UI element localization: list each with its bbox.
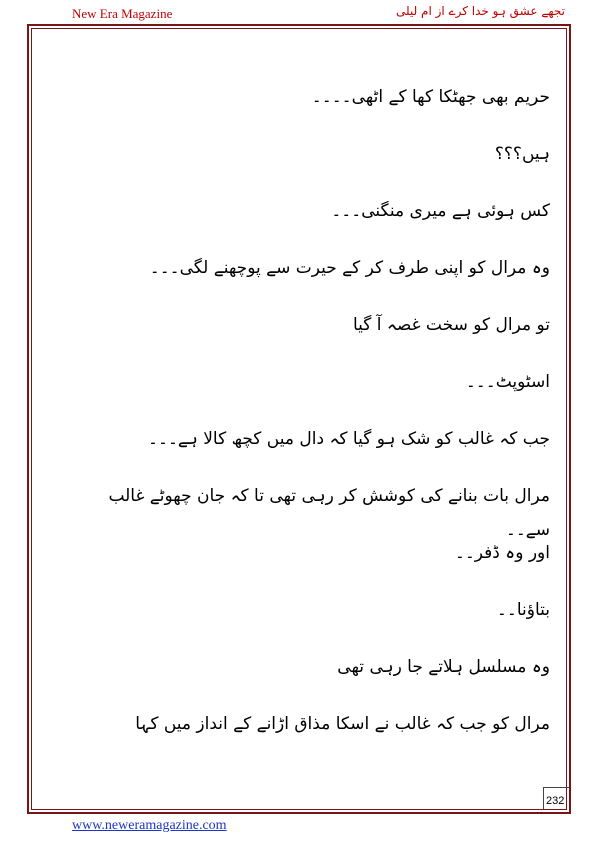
magazine-name: New Era Magazine [72,6,173,21]
paragraph: اور وہ ڈفر۔۔ [454,543,550,563]
website-link[interactable]: www.neweramagazine.com [72,818,227,833]
paragraph: وہ مسلسل ہلاتے جا رہی تھی [337,657,550,677]
paragraph: تو مرال کو سخت غصہ آ گیا [352,315,550,335]
paragraph: وہ مرال کو اپنی طرف کر کے حیرت سے پوچھنے لگی۔۔۔ [149,258,550,278]
paragraph: مرال کو جب کہ غالب نے اسکا مذاق اڑانے کے انداز میں کہا [135,714,550,734]
page-number: 232 [546,795,565,807]
paragraph: ہیں؟؟؟ [494,144,550,164]
page-body [60,80,550,764]
paragraph: بتاؤنا۔۔ [496,600,550,620]
paragraph: کس ہوئی ہے میری منگنی۔۔۔ [331,201,550,221]
paragraph: حریم بھی جھٹکا کھا کے اٹھی۔۔۔۔ [311,87,550,107]
paragraph: مرال بات بنانے کی کوشش کر رہی تھی تا کہ جان چھوٹے غالب سے۔۔ [108,486,550,540]
paragraph: اسٹوپٹ۔۔۔ [465,372,550,392]
paragraph: جب کہ غالب کو شک ہو گیا کہ دال میں کچھ کالا ہے۔۔۔ [148,429,550,449]
novel-title: تجھے عشق ہو خدا کرے از ام لیلی [395,4,565,18]
